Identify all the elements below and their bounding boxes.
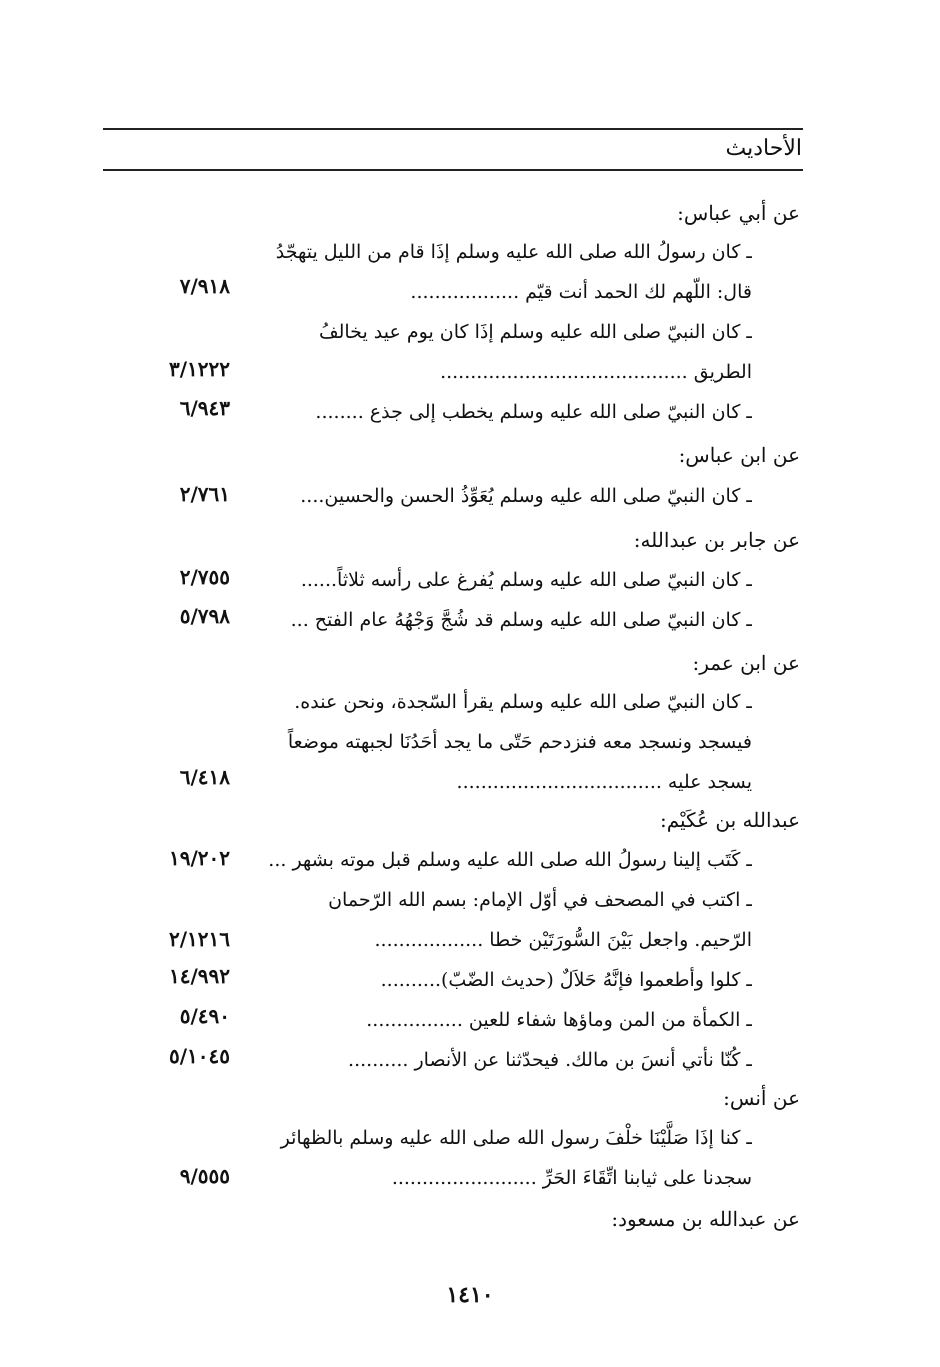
running-title: الأحاديث (725, 136, 802, 161)
hadith-line: ـ كان النبيّ صلى الله عليه وسلم يخطب إلى جذع ........ (315, 401, 752, 423)
hadith-reference: ١٩/٢٠٢ (168, 846, 230, 870)
hadith-line: فيسجد ونسجد معه فنزدحم حَتّى ما يجد أحَدُنَا لجبهته موضعاً (287, 731, 752, 753)
hadith-reference: ٢/١٢١٦ (168, 927, 230, 951)
hadith-reference: ٧/٩١٨ (179, 274, 230, 298)
hadith-line: ـ كان النبيّ صلى الله عليه وسلم إذَا كان يوم عيد يخالفُ (318, 321, 752, 343)
header-rule-bottom (103, 169, 803, 171)
header-rule-top (103, 128, 803, 130)
hadith-line: الطريق ......................................... (440, 361, 752, 383)
hadith-line: الرّحيم. واجعل بَيْنَ السُّورَتَيْن خطا .................. (374, 929, 752, 951)
narrator-heading: عن جابر بن عبدالله: (633, 528, 800, 552)
hadith-reference: ٢/٧٦١ (179, 482, 230, 506)
hadith-line: ـ كان النبيّ صلى الله عليه وسلم يقرأ السّجدة، ونحن عنده. (294, 691, 752, 713)
hadith-line: سجدنا على ثيابنا اتِّقَاءَ الحَرِّ ........................ (391, 1167, 752, 1189)
narrator-heading: عن ابن عمر: (692, 651, 800, 675)
hadith-reference: ٩/٥٥٥ (179, 1164, 230, 1188)
hadith-line: ـ كان النبيّ صلى الله عليه وسلم قد شُجَّ وَجْهُهُ عام الفتح ... (290, 609, 752, 631)
hadith-reference: ٦/٩٤٣ (179, 396, 230, 420)
hadith-line: ـ كلوا وأطعموا فإنَّهُ حَلاَلٌ (حديث الضّبّ).......... (380, 969, 752, 991)
narrator-heading: عن ابن عباس: (678, 443, 800, 467)
hadith-line: ـ كان رسولُ الله صلى الله عليه وسلم إذَا قام من الليل يتهجّدُ (275, 241, 752, 263)
hadith-line: ـ كان النبيّ صلى الله عليه وسلم يُعَوِّذُ الحسن والحسين.... (300, 485, 752, 507)
hadith-reference: ٢/٧٥٥ (179, 565, 230, 589)
narrator-heading: عن عبدالله بن مسعود: (611, 1207, 800, 1231)
hadith-reference: ١٤/٩٩٢ (168, 964, 230, 988)
narrator-heading: عبدالله بن عُكَيْم: (659, 808, 800, 832)
hadith-line: يسجد عليه .................................. (456, 771, 752, 793)
hadith-line: ـ كان النبيّ صلى الله عليه وسلم يُفرغ على رأسه ثلاثاً...... (300, 569, 752, 591)
hadith-reference: ٥/٧٩٨ (179, 604, 230, 628)
narrator-heading: عن أبي عباس: (677, 201, 800, 225)
hadith-line: ـ الكمأة من المن وماؤها شفاء للعين ................ (366, 1009, 752, 1031)
hadith-line: قال: اللّهم لك الحمد أنت قيّم .................. (410, 281, 752, 303)
hadith-line: ـ كنا إذَا صَلَّيْنَا خلْفَ رسول الله صلى الله عليه وسلم بالظهائر (280, 1127, 752, 1149)
narrator-heading: عن أنس: (723, 1086, 800, 1110)
hadith-line: ـ اكتب في المصحف في أوّل الإمام: بسم الله الرّحمان (328, 889, 752, 911)
hadith-line: ـ كُنّا نأتي أنسَ بن مالك. فيحدّثنا عن الأنصار .......... (348, 1049, 752, 1071)
page-number: ١٤١٠ (446, 1282, 494, 1308)
hadith-reference: ٥/١٠٤٥ (168, 1044, 230, 1068)
hadith-line: ـ كَتَب إلينا رسولُ الله صلى الله عليه وسلم قبل موته بشهر ... (268, 849, 752, 871)
hadith-reference: ٣/١٢٢٢ (168, 357, 230, 381)
hadith-reference: ٦/٤١٨ (179, 765, 230, 789)
hadith-reference: ٥/٤٩٠ (179, 1004, 230, 1028)
